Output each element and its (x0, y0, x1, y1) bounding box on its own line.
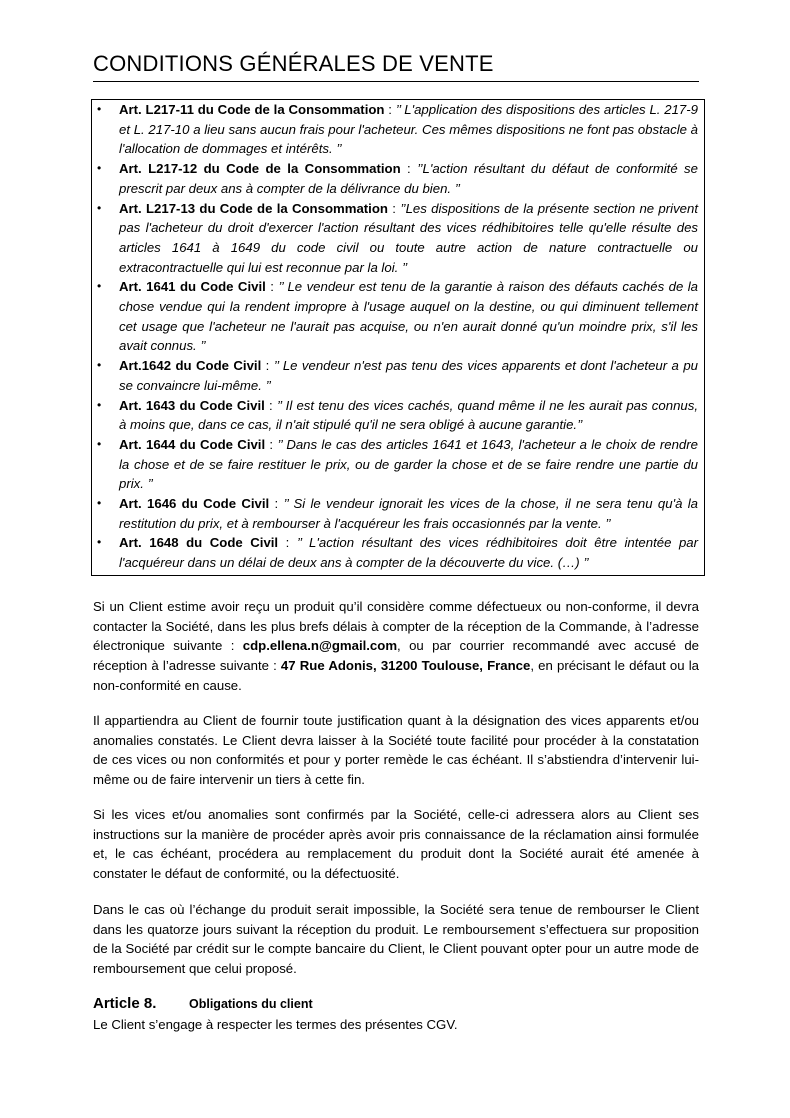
separator: : (269, 496, 284, 512)
separator: : (261, 358, 274, 374)
article-quote: ’’ Si le vendeur ignorait les vices de la chose, il ne sera tenu qu'à la restitution du prix, et à rembourser à l'acquéreur les frais occasionnés par la vente. ’’ (119, 496, 698, 531)
article-8-heading (93, 994, 313, 1014)
article-reference: Art. 1641 du Code Civil (119, 279, 266, 295)
article-number: Article 8. (93, 995, 157, 1012)
article-reference: Art. L217-11 du Code de la Consommation (119, 102, 385, 117)
bullet-icon: • (97, 102, 102, 116)
list-item (92, 277, 704, 356)
paragraph-text: , ou par courrier recommandé avec accusé de réception à l’adresse suivante : (93, 638, 700, 674)
separator: : (278, 535, 297, 551)
bullet-icon: • (97, 200, 102, 215)
legal-articles-box (91, 99, 705, 576)
bullet-icon: • (97, 436, 102, 451)
article-reference: Art.1642 du Code Civil (119, 358, 262, 374)
list-item (92, 159, 704, 198)
separator: : (387, 200, 401, 216)
paragraph-text: Si un Client estime avoir reçu un produit qu’il considère comme défectueux ou non-conforme, il devra contacter la Société, dans les plus brefs délais à compter de la réception de la Commande, à l’adresse électronique suivante : (93, 599, 699, 654)
legal-articles-list (92, 100, 704, 573)
bullet-icon: • (97, 279, 102, 294)
article-reference: Art. 1648 du Code Civil (119, 535, 279, 551)
list-item (92, 356, 704, 395)
article-8-body: Le Client s’engage à respecter les termes des présentes CGV. (93, 1017, 458, 1032)
article-quote: ’’ L'action résultant des vices rédhibitoires doit être intentée par l'acquéreur dans un délai de deux ans à compter de la découverte du vice. (…) ’’ (119, 535, 699, 571)
list-item (92, 100, 704, 159)
article-reference: Art. L217-12 du Code de la Consommation (119, 161, 401, 177)
list-item (92, 533, 704, 572)
separator: : (265, 279, 279, 295)
bullet-icon: • (97, 535, 102, 550)
article-reference: Art. L217-13 du Code de la Consommation (119, 200, 388, 216)
article-quote: ’’ Le vendeur est tenu de la garantie à raison des défauts cachés de la chose vendue qui la rendent impropre à l'usage auquel on la destine, ou qui diminuent tellement cet usage que l'acheteur ne l'aurait pas acquise, ou n'en aurait donné qu'un moindre prix, s'il les avait connus. ’’ (119, 279, 698, 354)
list-item (92, 199, 704, 278)
paragraph-claim-contact (93, 597, 699, 696)
contact-email: cdp.ellena.n@gmail.com (242, 638, 398, 654)
separator: : (400, 161, 418, 177)
paragraph-confirmation: Si les vices et/ou anomalies sont confirmés par la Société, celle-ci adressera alors au Client ses instructions sur la manière de procéder après avoir pris connaissance de la réclamation ainsi formulée et, le cas échéant, procédera au remplacement du produit dont la Société aurait été amenée à constater le défaut de conformité, ou la défectuosité. (93, 807, 699, 882)
separator: : (384, 102, 396, 117)
postal-address: 47 Rue Adonis, 31200 Toulouse, France (280, 658, 531, 674)
article-quote: ’’ Dans le cas des articles 1641 et 1643, l'acheteur a le choix de rendre la chose et de se faire restituer le prix, ou de garder la chose et de se faire rendre une partie du prix. ’’ (119, 436, 698, 492)
article-quote: ’’L'action résultant du défaut de conformité se prescrit par deux ans à compter de la délivrance du bien. ’’ (119, 161, 698, 196)
list-item (92, 396, 704, 435)
bullet-icon: • (97, 358, 102, 373)
list-item (92, 435, 704, 494)
article-reference: Art. 1643 du Code Civil (119, 397, 265, 413)
article-quote: ’’ L'application des dispositions des articles L. 217-9 et L. 217-10 a lieu sans aucun frais pour l'acheteur. Ces mêmes dispositions ne font pas obstacle à l'allocation de dommages et intérêts. ’’ (119, 102, 698, 157)
article-reference: Art. 1646 du Code Civil (119, 496, 270, 512)
article-reference: Art. 1644 du Code Civil (119, 436, 266, 452)
paragraph-refund: Dans le cas où l’échange du produit serait impossible, la Société sera tenue de rembourser le Client dans les quatorze jours suivant la réception du produit. Le remboursement s’effectuera sur proposition de la Société par crédit sur le compte bancaire du Client, le Client pouvant opter pour un autre mode de remboursement que celui proposé. (93, 902, 699, 977)
article-title: Obligations du client (189, 997, 313, 1011)
list-item (92, 494, 704, 533)
article-quote: ’’ Il est tenu des vices cachés, quand même il ne les aurait pas connus, à moins que, dans ce cas, il n'ait stipulé qu'il ne sera obligé à aucune garantie.’’ (119, 397, 698, 433)
separator: : (264, 397, 277, 413)
paragraph-text: , en précisant le défaut ou la non-conformité en cause. (93, 658, 699, 693)
separator: : (265, 436, 278, 452)
page-title: CONDITIONS GÉNÉRALES DE VENTE (93, 50, 699, 82)
article-quote: ’’Les dispositions de la présente section ne privent pas l'acheteur du droit d'exercer l'action résultant des vices rédhibitoires telle qu'elle résulte des articles 1641 à 1649 du code civil ou toute autre action de nature contractuelle ou extracontractuelle qui lui est reconnue par la loi. ’’ (119, 200, 698, 275)
bullet-icon: • (97, 496, 102, 511)
bullet-icon: • (97, 397, 102, 412)
article-quote: ’’ Le vendeur n'est pas tenu des vices apparents et dont l'acheteur a pu se convaincre lui-même. ’’ (119, 358, 698, 393)
paragraph-justification: Il appartiendra au Client de fournir toute justification quant à la désignation des vices apparents et/ou anomalies constatés. Le Client devra laisser à la Société toute facilité pour procéder à la constatation de ces vices ou non conformités et pour y porter remède le cas échéant. Il s’abstiendra d’intervenir lui-même ou de faire intervenir un tiers à cette fin. (93, 713, 699, 788)
bullet-icon: • (97, 161, 102, 176)
